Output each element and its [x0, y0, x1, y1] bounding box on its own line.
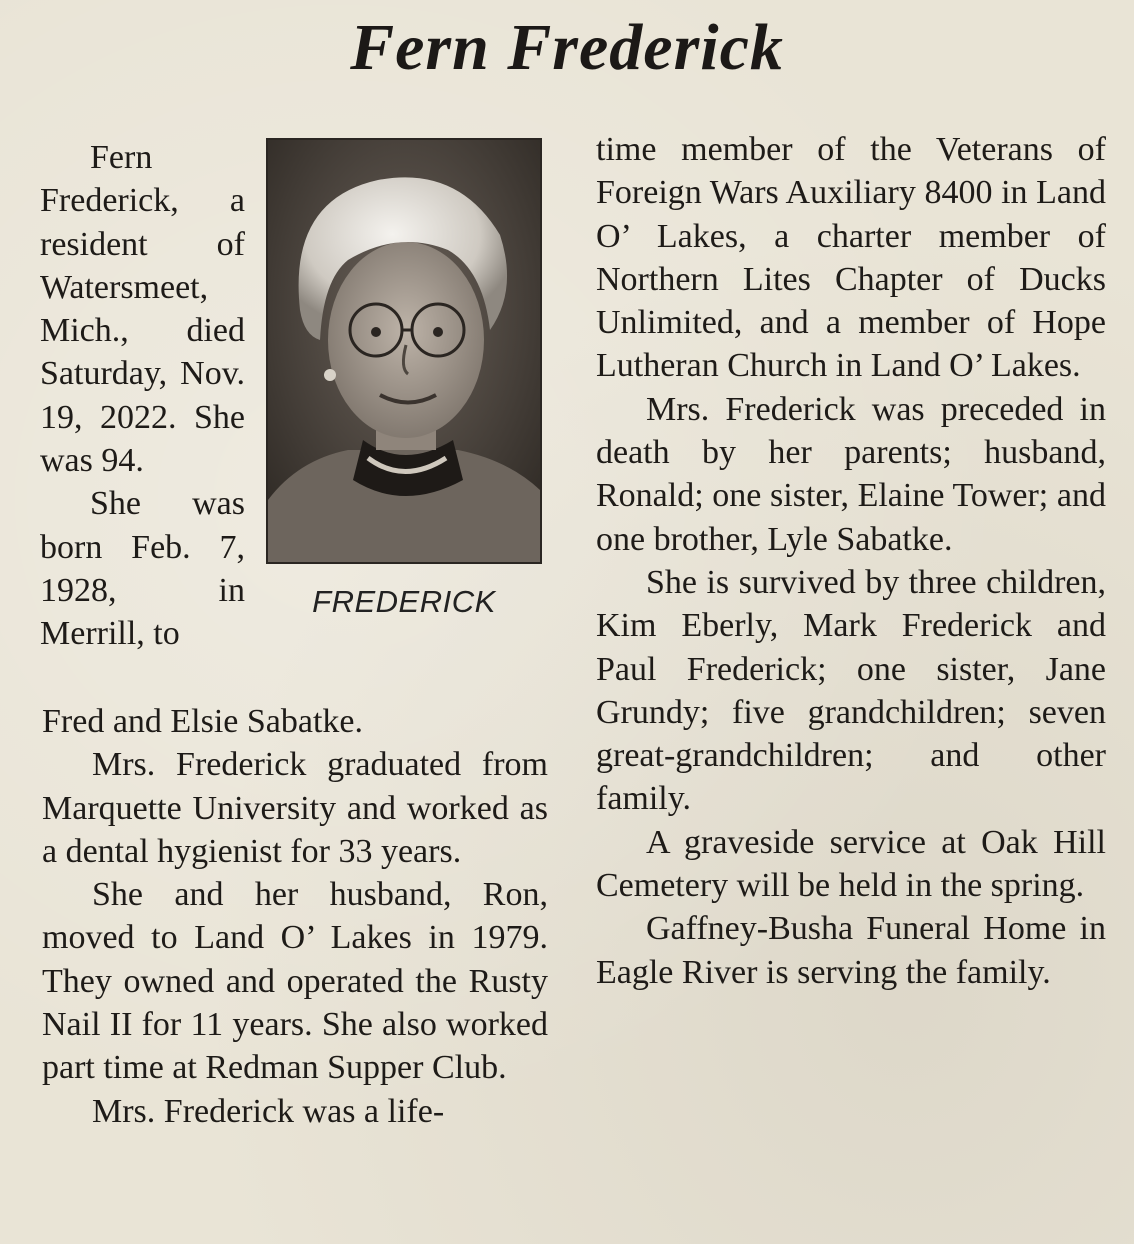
- left-narrow-column: [40, 136, 245, 656]
- paragraph: A graveside service at Oak Hill Cemetery will be held in the spring.: [596, 823, 1106, 905]
- left-wide-column: [42, 700, 548, 1133]
- paragraph: She is survived by three children, Kim Eberly, Mark Frederick and Paul Frederick; one sister, Jane Grundy; five grandchildren; seven great-grandchildren; and other family.: [596, 563, 1106, 818]
- paragraph: time member of the Veterans of Foreign Wars Auxiliary 8400 in Land O’ Lakes, a charter member of Northern Lites Chapter of Ducks Unlimited, and a member of Hope Lutheran Church in Land O’ Lakes.: [596, 131, 1106, 385]
- right-column: [596, 128, 1106, 994]
- paragraph: Fred and Elsie Sabatke.: [42, 703, 364, 740]
- paragraph: She was born Feb. 7, 1928, in Merrill, to: [40, 485, 245, 653]
- paragraph: Fern Frederick, a resident of Watersmeet, Mich., died Saturday, Nov. 19, 2022. She was 94.: [40, 139, 245, 480]
- paragraph: Mrs. Frederick graduated from Marquette University and worked as a dental hygienist for 33 years.: [42, 746, 548, 870]
- paragraph: She and her husband, Ron, moved to Land O’ Lakes in 1979. They owned and operated the Rusty Nail II for 11 years. She also worked part time at Redman Supper Club.: [42, 876, 548, 1087]
- paragraph: Gaffney-Busha Funeral Home in Eagle River is serving the family.: [596, 910, 1106, 991]
- paragraph: Mrs. Frederick was preceded in death by her parents; husband, Ronald; one sister, Elaine Tower; and one brother, Lyle Sabatke.: [596, 390, 1106, 558]
- portrait-photo: [266, 138, 542, 564]
- obituary-title: Fern Frederick: [350, 11, 784, 84]
- paragraph: Mrs. Frederick was a life-: [92, 1092, 445, 1130]
- photo-caption: FREDERICK: [312, 584, 496, 619]
